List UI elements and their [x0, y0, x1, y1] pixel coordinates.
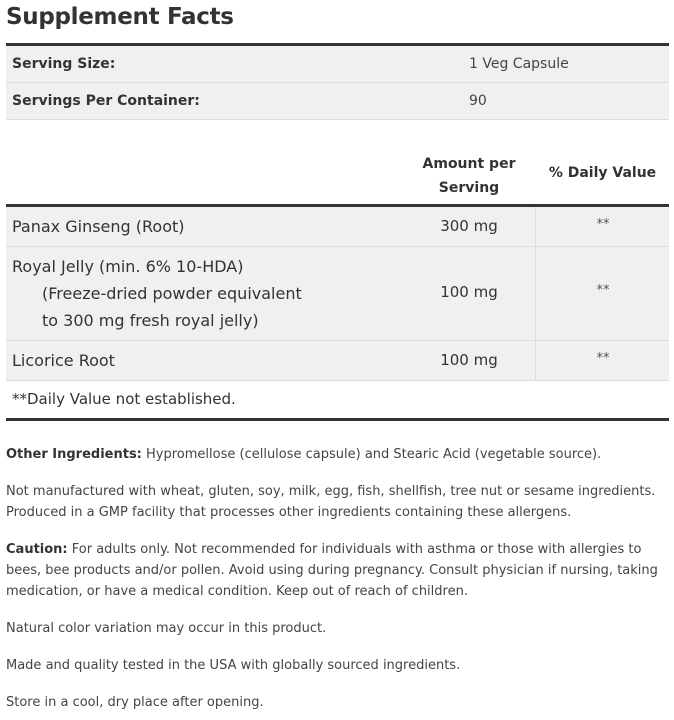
servings-per-container-value: 90	[469, 93, 487, 109]
allergen-line: Not manufactured with wheat, gluten, soy, milk, egg, fish, shellfish, tree nut or sesame ingredients.	[6, 484, 656, 499]
dv-value: **	[596, 217, 610, 232]
ingredient-name	[12, 253, 302, 334]
servings-per-container-row	[6, 83, 669, 120]
amount-header-line2: Serving	[438, 180, 500, 196]
ingredient-amount: 100 mg	[440, 351, 498, 369]
amount-header-line1: Amount per	[422, 156, 516, 172]
other-ingredients-text: Hypromellose (cellulose capsule) and Stearic Acid (vegetable source).	[141, 447, 602, 462]
table-row	[6, 341, 669, 381]
made-in-note: Made and quality tested in the USA with globally sourced ingredients.	[6, 658, 461, 673]
serving-size-label: Serving Size:	[12, 56, 116, 72]
dv-value: **	[596, 351, 610, 366]
ingredient-dv	[535, 341, 670, 380]
footnote-text: **Daily Value not established.	[12, 390, 236, 408]
ingredient-amount: 100 mg	[440, 283, 498, 301]
ingredient-name-sub: (Freeze-dried powder equivalent	[42, 284, 302, 303]
daily-value-footnote	[6, 381, 669, 418]
ingredient-name: Licorice Root	[12, 351, 115, 370]
supplement-facts-panel	[6, 43, 669, 408]
table-row	[6, 207, 669, 247]
bottom-divider	[6, 418, 669, 421]
ingredient-name: Panax Ginseng (Root)	[12, 217, 185, 236]
table-header	[6, 152, 669, 204]
allergen-line: Produced in a GMP facility that processes other ingredients containing these allergens.	[6, 505, 572, 520]
other-ingredients-label: Other Ingredients:	[6, 447, 142, 462]
ingredient-name-main: Royal Jelly (min. 6% 10-HDA)	[12, 257, 244, 276]
amount-per-serving-header	[406, 152, 532, 200]
ingredient-amount: 300 mg	[440, 217, 498, 235]
other-ingredients	[6, 444, 670, 465]
allergen-statement	[6, 481, 670, 523]
serving-size-value: 1 Veg Capsule	[469, 56, 569, 72]
dv-value: **	[596, 283, 610, 298]
table-row	[6, 247, 669, 341]
page-title: Supplement Facts	[6, 4, 234, 30]
caution-statement	[6, 539, 670, 602]
color-variation-note: Natural color variation may occur in this product.	[6, 621, 327, 636]
caution-text: For adults only. Not recommended for individuals with asthma or those with allergies to bees, bee products and/or pollen. Avoid using during pregnancy. Consult physician if nursing, taking medication, or have a medical condition. Keep out of reach of children.	[6, 542, 658, 599]
ingredient-name-sub: to 300 mg fresh royal jelly)	[42, 311, 259, 330]
ingredient-dv	[535, 207, 670, 246]
ingredient-dv	[535, 247, 670, 340]
storage-note: Store in a cool, dry place after opening.	[6, 695, 264, 710]
servings-per-container-label: Servings Per Container:	[12, 93, 200, 109]
serving-size-row	[6, 46, 669, 83]
ingredients-table	[6, 204, 669, 421]
caution-label: Caution:	[6, 542, 68, 557]
daily-value-header: % Daily Value	[548, 165, 657, 181]
